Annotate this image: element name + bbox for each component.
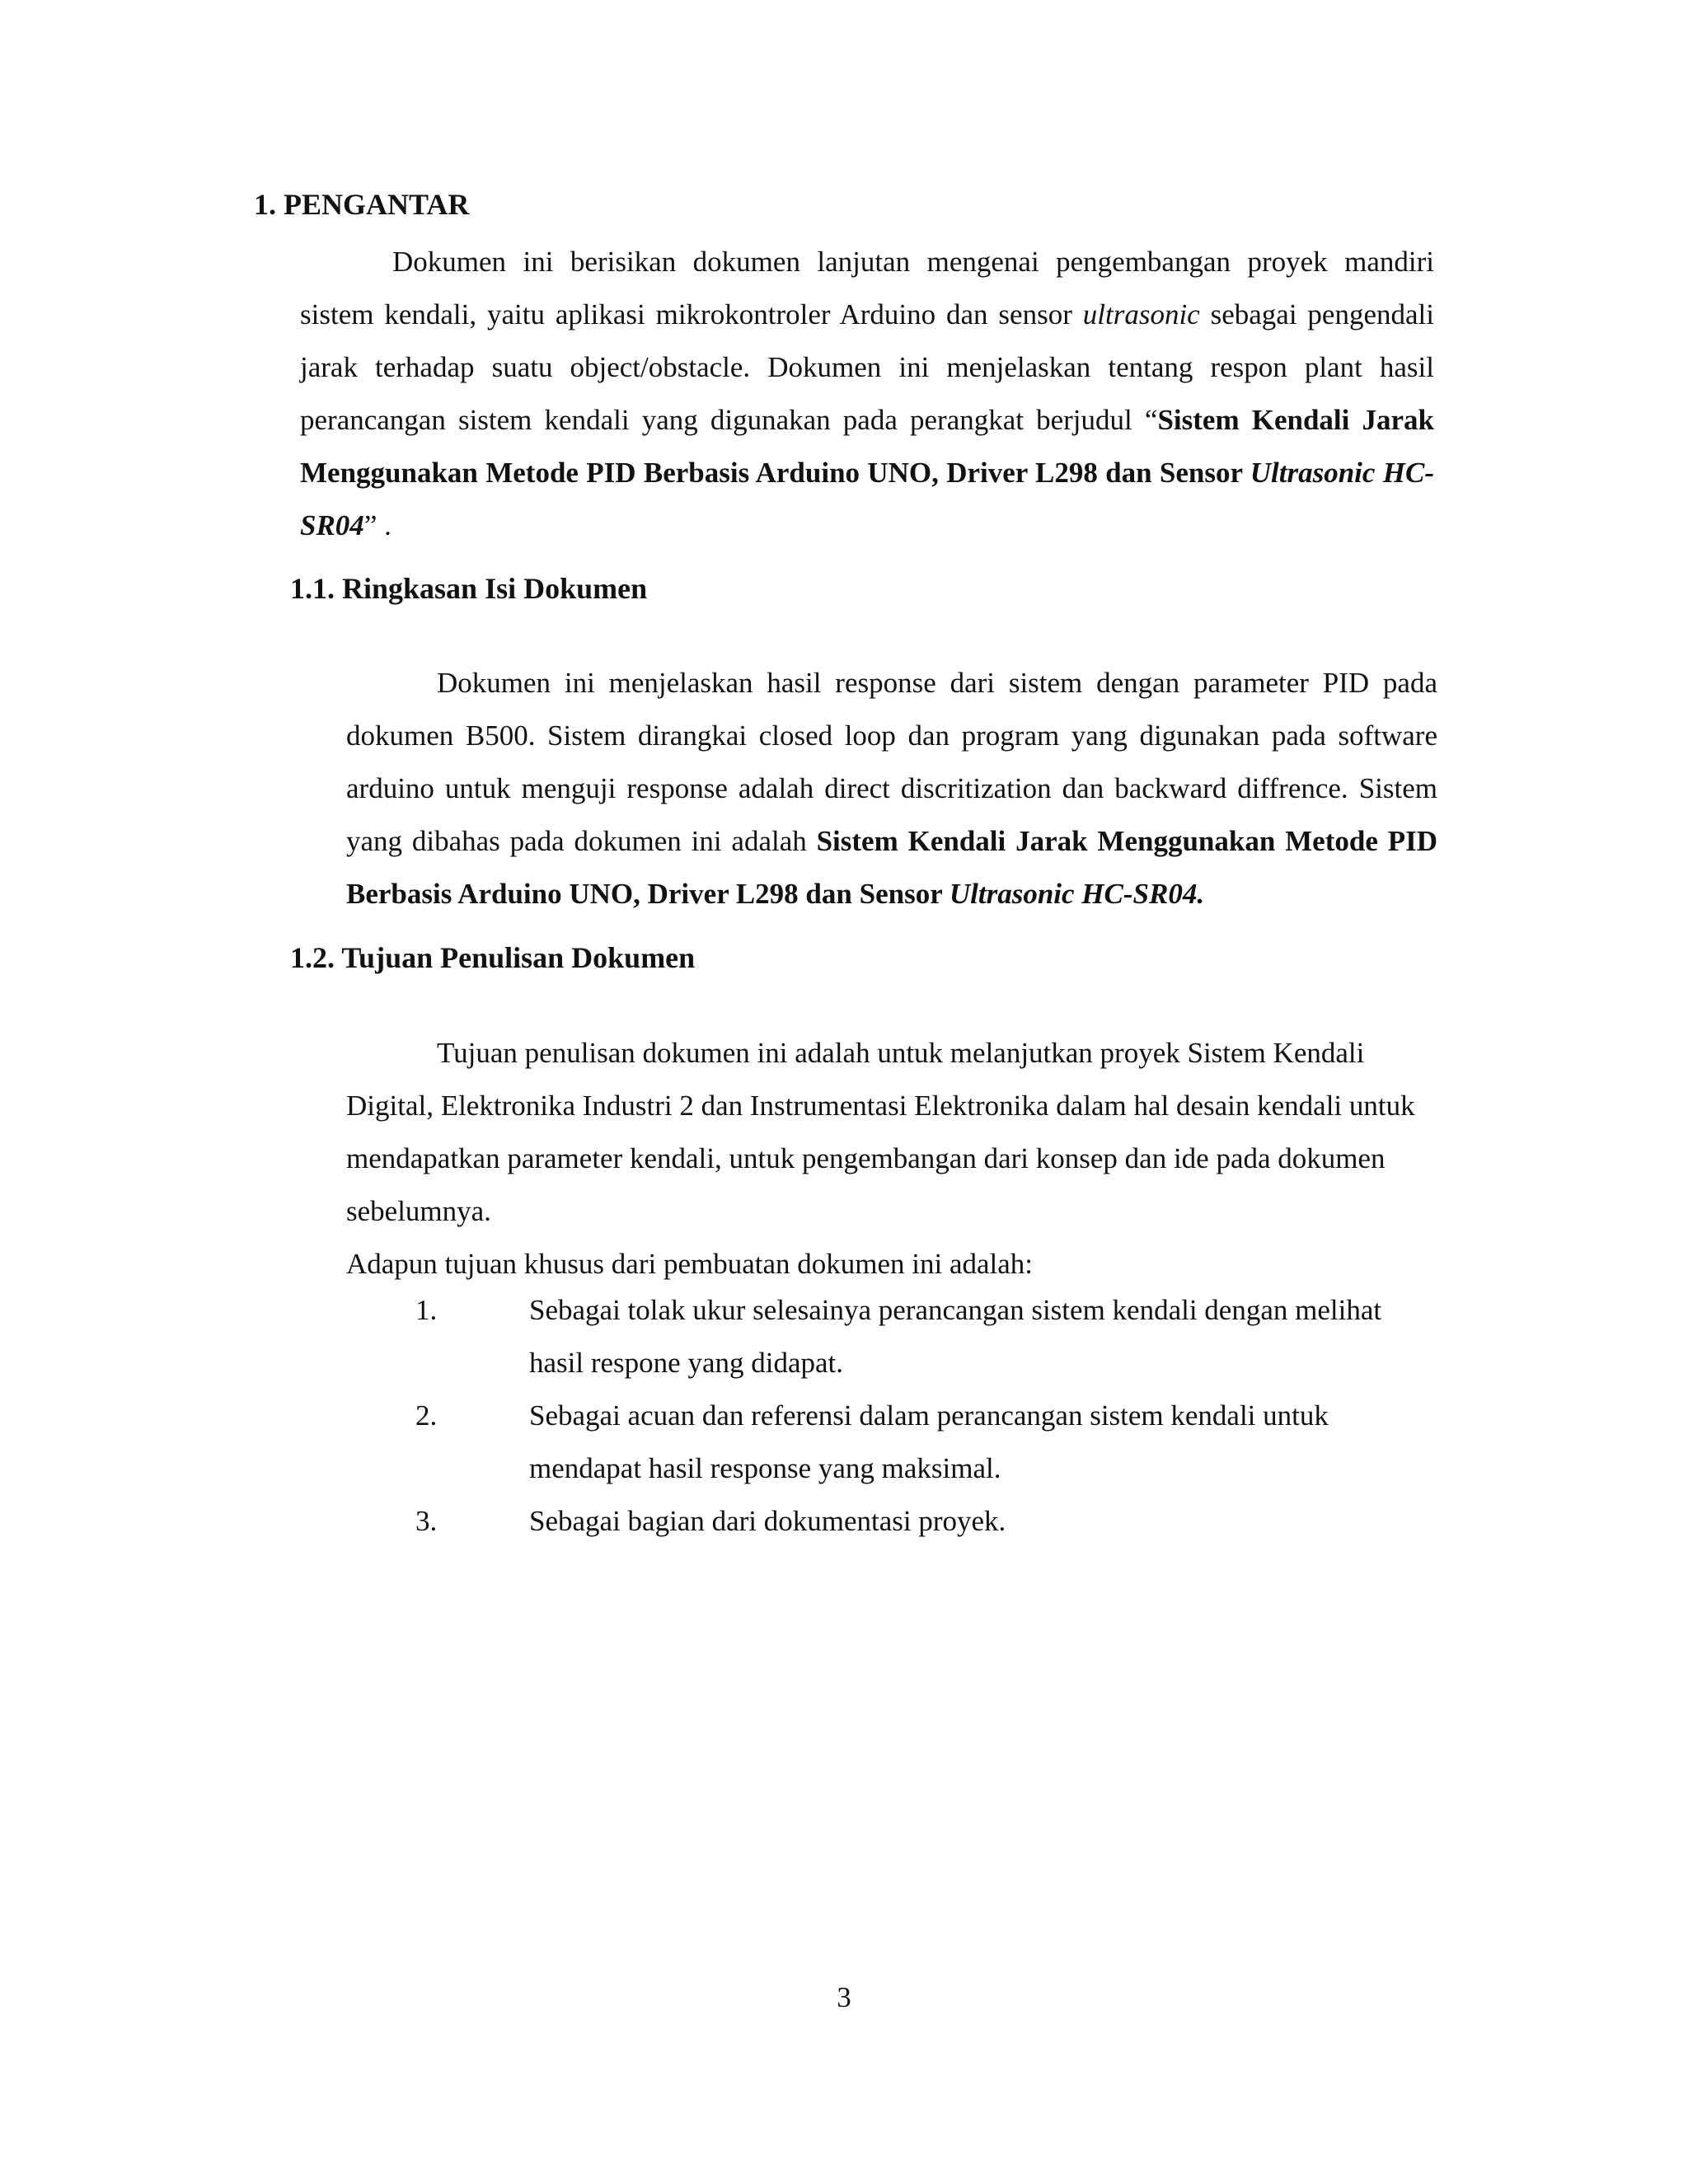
paragraph-pengantar: [300, 236, 1434, 552]
list-item-text: Sebagai acuan dan referensi dalam perancangan sistem kendali untuk mendapat hasil response yang maksimal.: [529, 1399, 1329, 1484]
section-heading-ringkasan: 1.1. Ringkasan Isi Dokumen: [290, 572, 648, 605]
list-item-number: 1.: [415, 1294, 438, 1326]
text-run-bold: Sistem Kendali Jarak Menggunakan Metode PID Berbasis Arduino UNO, Driver L298 dan Sensor: [300, 404, 1434, 489]
text-run: sebagai pengendali jarak terhadap suatu object/obstacle. Dokumen ini menjelaskan tentang respon plant hasil perancangan sistem kendali yang digunakan pada perangkat berjudul “: [300, 298, 1434, 436]
list-item: [415, 1284, 1437, 1390]
text-run: Dokumen ini berisikan dokumen lanjutan mengenai pengembangan proyek mandiri sistem kendali, yaitu aplikasi mikrokontroler Arduino dan sensor: [300, 246, 1434, 330]
section-heading-tujuan: 1.2. Tujuan Penulisan Dokumen: [290, 941, 696, 974]
page-number: 3: [837, 1981, 851, 2013]
paragraph-tujuan-intro: Adapun tujuan khusus dari pembuatan dokumen ini adalah:: [346, 1248, 1034, 1280]
list-item: [415, 1495, 1437, 1548]
text-run-bold-italic: Ultrasonic HC-SR04.: [949, 878, 1205, 910]
list-item-text: Sebagai bagian dari dokumentasi proyek.: [529, 1505, 1006, 1537]
list-item-number: 3.: [415, 1505, 438, 1537]
objectives-list: [415, 1284, 1437, 1548]
list-item-number: 2.: [415, 1399, 438, 1432]
text-run-bold: Sistem Kendali Jarak Menggunakan Metode PID Berbasis Arduino UNO, Driver L298 dan Sensor: [346, 825, 1437, 910]
list-item-text: Sebagai tolak ukur selesainya perancangan sistem kendali dengan melihat hasil respone yang didapat.: [529, 1294, 1382, 1379]
text-run: ” .: [363, 509, 392, 541]
section-heading-pengantar: 1. PENGANTAR: [254, 188, 470, 221]
paragraph-tujuan: Tujuan penulisan dokumen ini adalah untuk melanjutkan proyek Sistem Kendali Digital, Elektronika Industri 2 dan Instrumentasi Elektronika dalam hal desain kendali untuk mendapatkan parameter kendali, untuk pengembangan dari konsep dan ide pada dokumen sebelumnya.: [346, 1037, 1415, 1227]
text-run-italic: ultrasonic: [1082, 298, 1200, 330]
text-run: Dokumen ini menjelaskan hasil response dari sistem dengan parameter PID pada dokumen B500. Sistem dirangkai closed loop dan program yang digunakan pada software arduino untuk menguji response adalah direct discritization dan backward diffrence. Sistem yang dibahas pada dokumen ini adalah: [346, 667, 1437, 857]
list-item: [415, 1390, 1437, 1495]
text-run-bold-italic: Ultrasonic HC-SR04: [300, 457, 1434, 541]
paragraph-ringkasan: [346, 657, 1437, 921]
